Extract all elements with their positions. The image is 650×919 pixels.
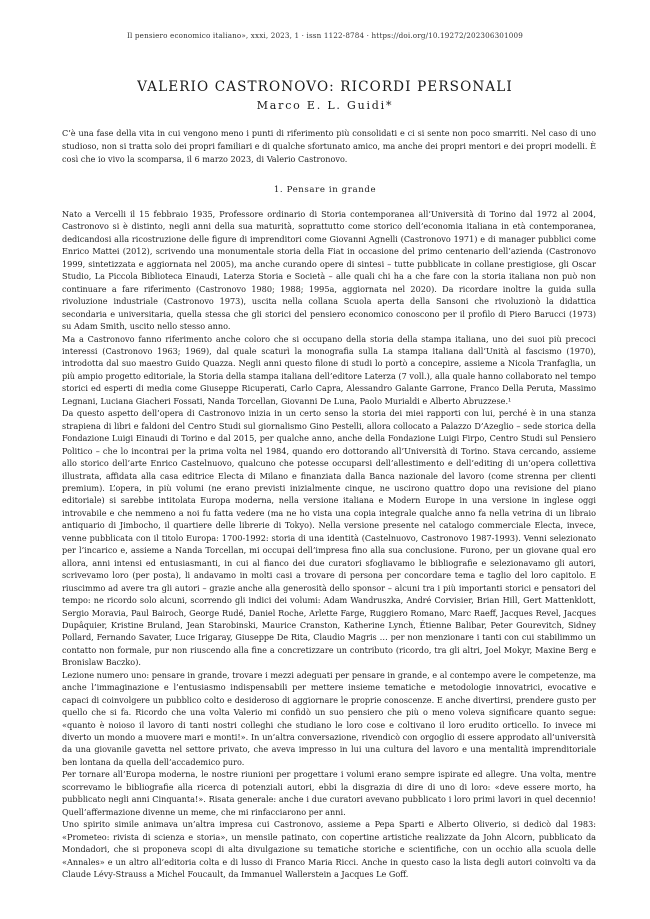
body-paragraph-4: Lezione numero uno: pensare in grande, trovare i mezzi adeguati per pensare in grande, e al contempo avere le competenze, ma anche l’immaginazione e l’entusiasmo indispensabili per mettere insieme tematiche e metodologie innovatrici, evocative e capaci di coinvolgere un pubblico colto e desideroso di aggiornare le proprie conoscenze. E anche divertirsi, prendere gusto per quello che si fa. Ricordo che una volta Valerio mi confidò un suo pensiero che più o meno voleva significare quanto segue: «quanto è noioso il lavoro di tanti nostri colleghi che studiano le loro cose e coltivano il loro erudito orticello. Io invece mi diverto un mondo a muovere mari e monti!». In un’altra conversazione, rivendicò con orgoglio di essere approdato all’università da una giovanile gavetta nel settore privato, che aveva impresso in lui una cultura del lavoro e una mentalità imprenditoriale ben lontana da quella dell’accademico puro. bbox=[62, 669, 596, 767]
body-paragraph-6: Uno spirito simile animava un’altra impresa cui Castronovo, assieme a Pepa Sparti e Alberto Oliverio, si dedicò dal 1983: «Prometeo: rivista di scienza e storia», un mensile patinato, con copertine artistiche realizzate da John Alcorn, pubblicato da Mondadori, che si proponeva scopi di alta divulgazione su tematiche storiche e scientifiche, con un occhio alla scuola delle «Annales» e un altro all’editoria colta e di lusso di Franco Maria Ricci. Anche in questo caso la lista degli autori coinvolti va da Claude Lévy-Strauss a Michel Foucault, da Immanuel Wallerstein a Jacques Le Goff. bbox=[62, 819, 596, 880]
article-title: VALERIO CASTRONOVO: RICORDI PERSONALI bbox=[137, 79, 513, 95]
abstract-paragraph: C’è una fase della vita in cui vengono meno i punti di riferimento più consolidati e ci si sente non poco smarriti. Nel caso di uno studioso, non si tratta solo dei propri familiari e di qualche sfortunato amico, ma anche dei propri mentori e dei propri modelli. È così che io vivo la scomparsa, il 6 marzo 2023, di Valerio Castronovo. bbox=[62, 128, 596, 165]
body-paragraph-5: Per tornare all’Europa moderna, le nostre riunioni per progettare i volumi erano sempre ispirate ed allegre. Una volta, mentre scorrevamo le bibliografie alla ricerca di potenziali autori, ebbi la disgrazia di dire di uno di loro: «deve essere morto, ha pubblicato negli anni Cinquanta!». Risata generale: anche i due curatori avevano pubblicato i loro primi lavori in quel decennio! Quell’affermazione divenne un meme, che mi rinfacciarono per anni. bbox=[62, 769, 596, 817]
body-paragraph-1: Nato a Vercelli il 15 febbraio 1935, Professore ordinario di Storia contemporanea all’Università di Torino dal 1972 al 2004, Castronovo si è distinto, negli anni della sua maturità, soprattutto come storico dell’economia italiana in età contemporanea, dedicandosi alla ricostruzione delle figure di imprenditori come Giovanni Agnelli (Castronovo 1971) e di manager pubblici come Enrico Mattei (2012), scrivendo una monumentale storia della Fiat in occasione del primo centenario dell’azienda (Castronovo 1999, sintetizzata e aggiornata nel 2005), ma anche curando opere di sintesi – tutte pubblicate in collane prestigiose, gli Oscar Studio, La Piccola Biblioteca Einaudi, Laterza Storia e Società – alle quali chi ha a che fare con la storia italiana non può non continuare a fare riferimento (Castronovo 1980; 1988; 1995a, aggiornata nel 2020). Da ricordare inoltre la guida sulla rivoluzione industriale (Castronovo 1973), uscita nella collana Scuola aperta della Sansoni che rivoluzionò la didattica secondaria e universitaria, quella stessa che gli storici del pensiero economico conoscono per il profilo di Piero Barucci (1973) su Adam Smith, uscito nello stesso anno. bbox=[62, 209, 596, 332]
article-body bbox=[62, 208, 596, 880]
article-author: Marco E. L. Guidi* bbox=[256, 99, 394, 112]
body-paragraph-3: Da questo aspetto dell’opera di Castronovo inizia in un certo senso la storia dei miei rapporti con lui, perché è in una stanza strapiena di libri e faldoni del Centro Studi sul giornalismo Gino Pestelli, allora collocato a Palazzo D’Azeglio – sede storica della Fondazione Luigi Einaudi di Torino e dal 2015, per qualche anno, anche della Fondazione Luigi Firpo, Centro Studi sul Pensiero Politico – che lo incontrai per la prima volta nel 1984, quando ero dottorando all’Università di Torino. Stava cercando, assieme allo storico dell’arte Enrico Castelnuovo, qualcuno che potesse occuparsi dell’allestimento e dell’editing di un’opera collettiva illustrata, affidata alla casa editrice Electa di Milano e finanziata dalla Banca nazionale del lavoro (come strenna per clienti premium). L’opera, in più volumi (ne erano previsti inizialmente cinque, ne uscirono quattro dopo una revisione del piano editoriale) si sarebbe intitolata Europa moderna, nella versione italiana e Modern Europe in una versione in inglese oggi introvabile e che nemmeno a noi fu fatta vedere (ma ne ho vista una copia integrale qualche anno fa nella vetrina di un libraio antiquario di Jimbocho, il quartiere delle librerie di Tokyo). Nella versione presente nel catalogo commerciale Electa, invece, venne pubblicata con il titolo Europa: 1700-1992: storia di una identità (Castelnuovo, Castronovo 1987-1993). Venni selezionato per l’incarico e, assieme a Nanda Torcellan, mi occupai dell’impresa fino alla sua conclusione. Furono, per un giovane qual ero allora, anni intensi ed entusiasmanti, in cui al fianco dei due curatori sfogliavamo le bibliografie e selezionavamo gli autori, scrivevamo loro (per posta), li andavamo in molti casi a trovare di persona per concordare tema e taglio del loro capitolo. E riuscimmo ad avere tra gli autori – grazie anche alla generosità dello sponsor – alcuni tra i più importanti storici e pensatori del tempo: ne ricordo solo alcuni, scorrendo gli indici dei volumi: Adam Wandruszka, André Corvisier, Brian Hill, Gert Mattenklott, Sergio Moravia, Paul Bairoch, George Rudé, Daniel Roche, Arlette Farge, Ruggiero Romano, Marc Raeff, Jacques Revel, Jacques Dupâquier, Kristine Bruland, Jean Starobinski, Maurice Cranston, Katherine Lynch, Étienne Balibar, Peter Gourevitch, Sidney Pollard, Fernando Savater, Luce Irigaray, Giuseppe De Rita, Claudio Magris … per non menzionare i tanti con cui stabilimmo un contatto non formale, pur non riuscendo alla fine a concretizzare un contributo (ricordo, tra gli altri, Joel Mokyr, Maxine Berg e Bronislaw Baczko). bbox=[62, 408, 596, 668]
running-header: Il pensiero economico italiano», xxxi, 2023, 1 · issn 1122-8784 · https://doi.org/10.19272/202306301009 bbox=[127, 31, 523, 40]
body-paragraph-2: Ma a Castronovo fanno riferimento anche coloro che si occupano della storia della stampa italiana, uno dei suoi più precoci interessi (Castronovo 1963; 1969), dal quale scaturì la monografia sulla La stampa italiana dall’Unità al fascismo (1970), introdotta dal suo maestro Guido Quazza. Negli anni questo filone di studi lo portò a concepire, assieme a Nicola Tranfaglia, un più ampio progetto editoriale, la Storia della stampa italiana dell’editore Laterza (7 voll.), alla quale hanno collaborato nel tempo storici ed esperti di media come Giuseppe Ricuperati, Carlo Capra, Alessandro Galante Garrone, Franco Della Peruta, Massimo Legnani, Luciana Giacheri Fossati, Nanda Torcellan, Giovanni De Luna, Paolo Murialdi e Alberto Abruzzese.¹ bbox=[62, 333, 596, 406]
section-heading: 1. Pensare in grande bbox=[273, 185, 377, 195]
